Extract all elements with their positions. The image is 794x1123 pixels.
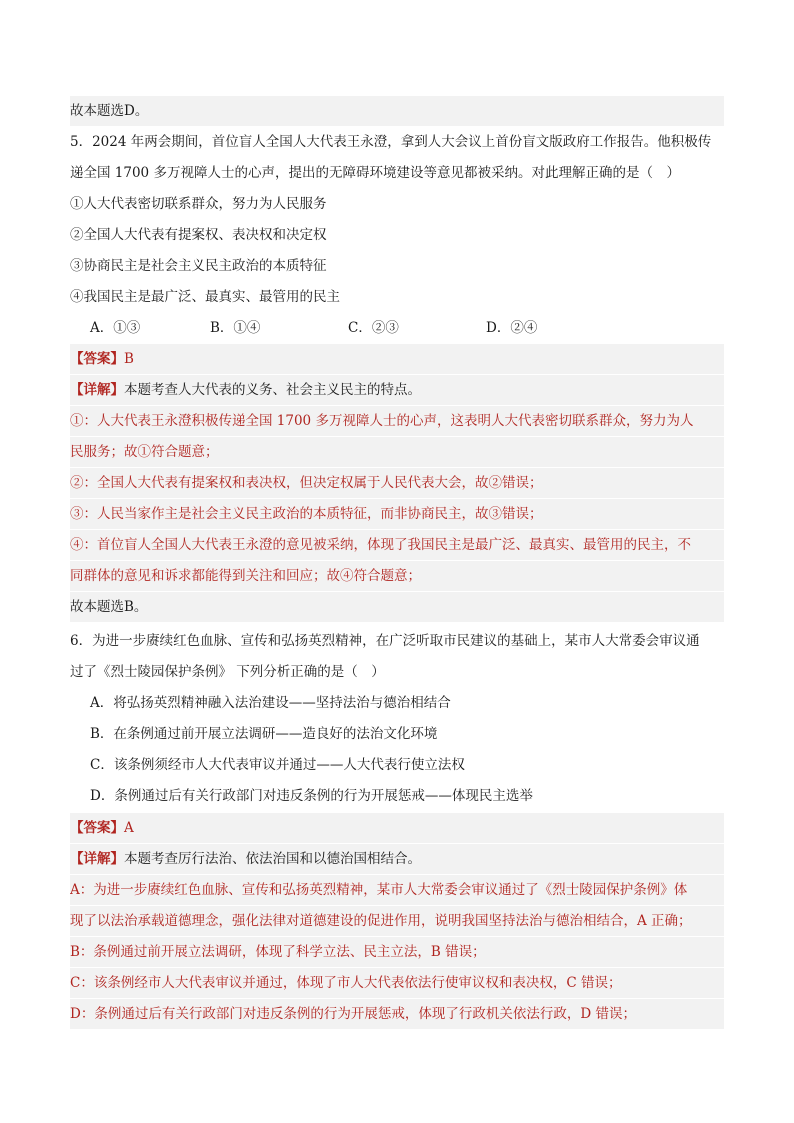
q5-statement-3: ③协商民主是社会主义民主政治的本质特征 xyxy=(70,258,327,274)
q5-statement-2: ②全国人大代表有提案权、表决权和决定权 xyxy=(70,227,327,243)
q5-option-a: A．①③ xyxy=(90,320,141,336)
q5-detail-line xyxy=(70,375,724,405)
q5-stem-line-1: 5．2024 年两会期间，首位盲人全国人大代表王永澄，拿到人大会议上首份盲文版政府工作报告。他积极传 xyxy=(70,134,712,150)
q5-option-b: B．①④ xyxy=(210,320,261,336)
q6-stem-line-1: 6．为进一步赓续红色血脉、宣传和弘扬英烈精神，在广泛听取市民建议的基础上，某市人大常委会审议通 xyxy=(70,633,700,649)
q6-option-c: C．该条例须经市人大代表审议并通过——人大代表行使立法权 xyxy=(90,757,465,773)
q6-analysis-line-5: D：条例通过后有关行政部门对违反条例的行为开展惩戒，体现了行政机关依法行政，D 错误； xyxy=(70,999,724,1029)
q6-analysis-line-2: 现了以法治承载道德理念，强化法律对道德建设的促进作用，说明我国坚持法治与德治相结合，A 正确； xyxy=(70,906,724,936)
q6-option-b: B．在条例通过前开展立法调研——造良好的法治文化环境 xyxy=(90,726,438,742)
q5-analysis-line-5: ④：首位盲人全国人大代表王永澄的意见被采纳，体现了我国民主是最广泛、最真实、最管用的民主，不 xyxy=(70,530,724,560)
q6-detail-line xyxy=(70,844,724,874)
q5-analysis-line-3: ②：全国人大代表有提案权和表决权，但决定权属于人民代表大会，故②错误； xyxy=(70,468,724,498)
q6-analysis-line-1: A：为进一步赓续红色血脉、宣传和弘扬英烈精神，某市人大常委会审议通过了《烈士陵园保护条例》体 xyxy=(70,875,724,905)
q5-answer-value: B xyxy=(124,351,134,367)
q5-answer-line xyxy=(70,344,724,374)
q5-option-c: C．②③ xyxy=(348,320,399,336)
q6-analysis-line-4: C：该条例经市人大代表审议并通过，体现了市人大代表依法行使审议权和表决权，C 错误； xyxy=(70,968,724,998)
q5-options xyxy=(70,313,724,343)
q6-answer-tag: 【答案】 xyxy=(70,820,124,836)
q6-option-d: D．条例通过后有关行政部门对违反条例的行为开展惩戒——体现民主选举 xyxy=(90,788,533,804)
q5-statement-1: ①人大代表密切联系群众，努力为人民服务 xyxy=(70,196,327,212)
q5-analysis-line-6: 同群体的意见和诉求都能得到关注和回应；故④符合题意； xyxy=(70,561,724,591)
q4-conclusion: 故本题选D。 xyxy=(70,96,724,126)
q5-analysis-line-2: 民服务；故①符合题意； xyxy=(70,437,724,467)
q5-analysis-line-4: ③：人民当家作主是社会主义民主政治的本质特征，而非协商民主，故③错误； xyxy=(70,499,724,529)
q6-detail-tag: 【详解】 xyxy=(70,851,124,867)
q6-option-a: A．将弘扬英烈精神融入法治建设——坚持法治与德治相结合 xyxy=(90,695,451,711)
q5-answer-tag: 【答案】 xyxy=(70,351,124,367)
q5-conclusion: 故本题选B。 xyxy=(70,592,724,622)
q6-answer-value: A xyxy=(124,820,134,836)
q5-analysis-line-1: ①：人大代表王永澄积极传递全国 1700 多万视障人士的心声，这表明人大代表密切联系群众，努力为人 xyxy=(70,406,724,436)
q5-detail-intro: 本题考查人大代表的义务、社会主义民主的特点。 xyxy=(124,382,421,398)
q5-option-d: D．②④ xyxy=(486,320,538,336)
q6-detail-intro: 本题考查厉行法治、依法治国和以德治国相结合。 xyxy=(124,851,421,867)
q6-answer-line xyxy=(70,813,724,843)
q5-statement-4: ④我国民主是最广泛、最真实、最管用的民主 xyxy=(70,289,340,305)
q6-analysis-line-3: B：条例通过前开展立法调研，体现了科学立法、民主立法，B 错误； xyxy=(70,937,724,967)
q5-detail-tag: 【详解】 xyxy=(70,382,124,398)
q6-stem-line-2: 过了《烈士陵园保护条例》 下列分析正确的是（ ） xyxy=(70,664,385,680)
q5-stem-line-2: 递全国 1700 多万视障人士的心声，提出的无障碍环境建设等意见都被采纳。对此理解正确的是（ ） xyxy=(70,165,680,181)
